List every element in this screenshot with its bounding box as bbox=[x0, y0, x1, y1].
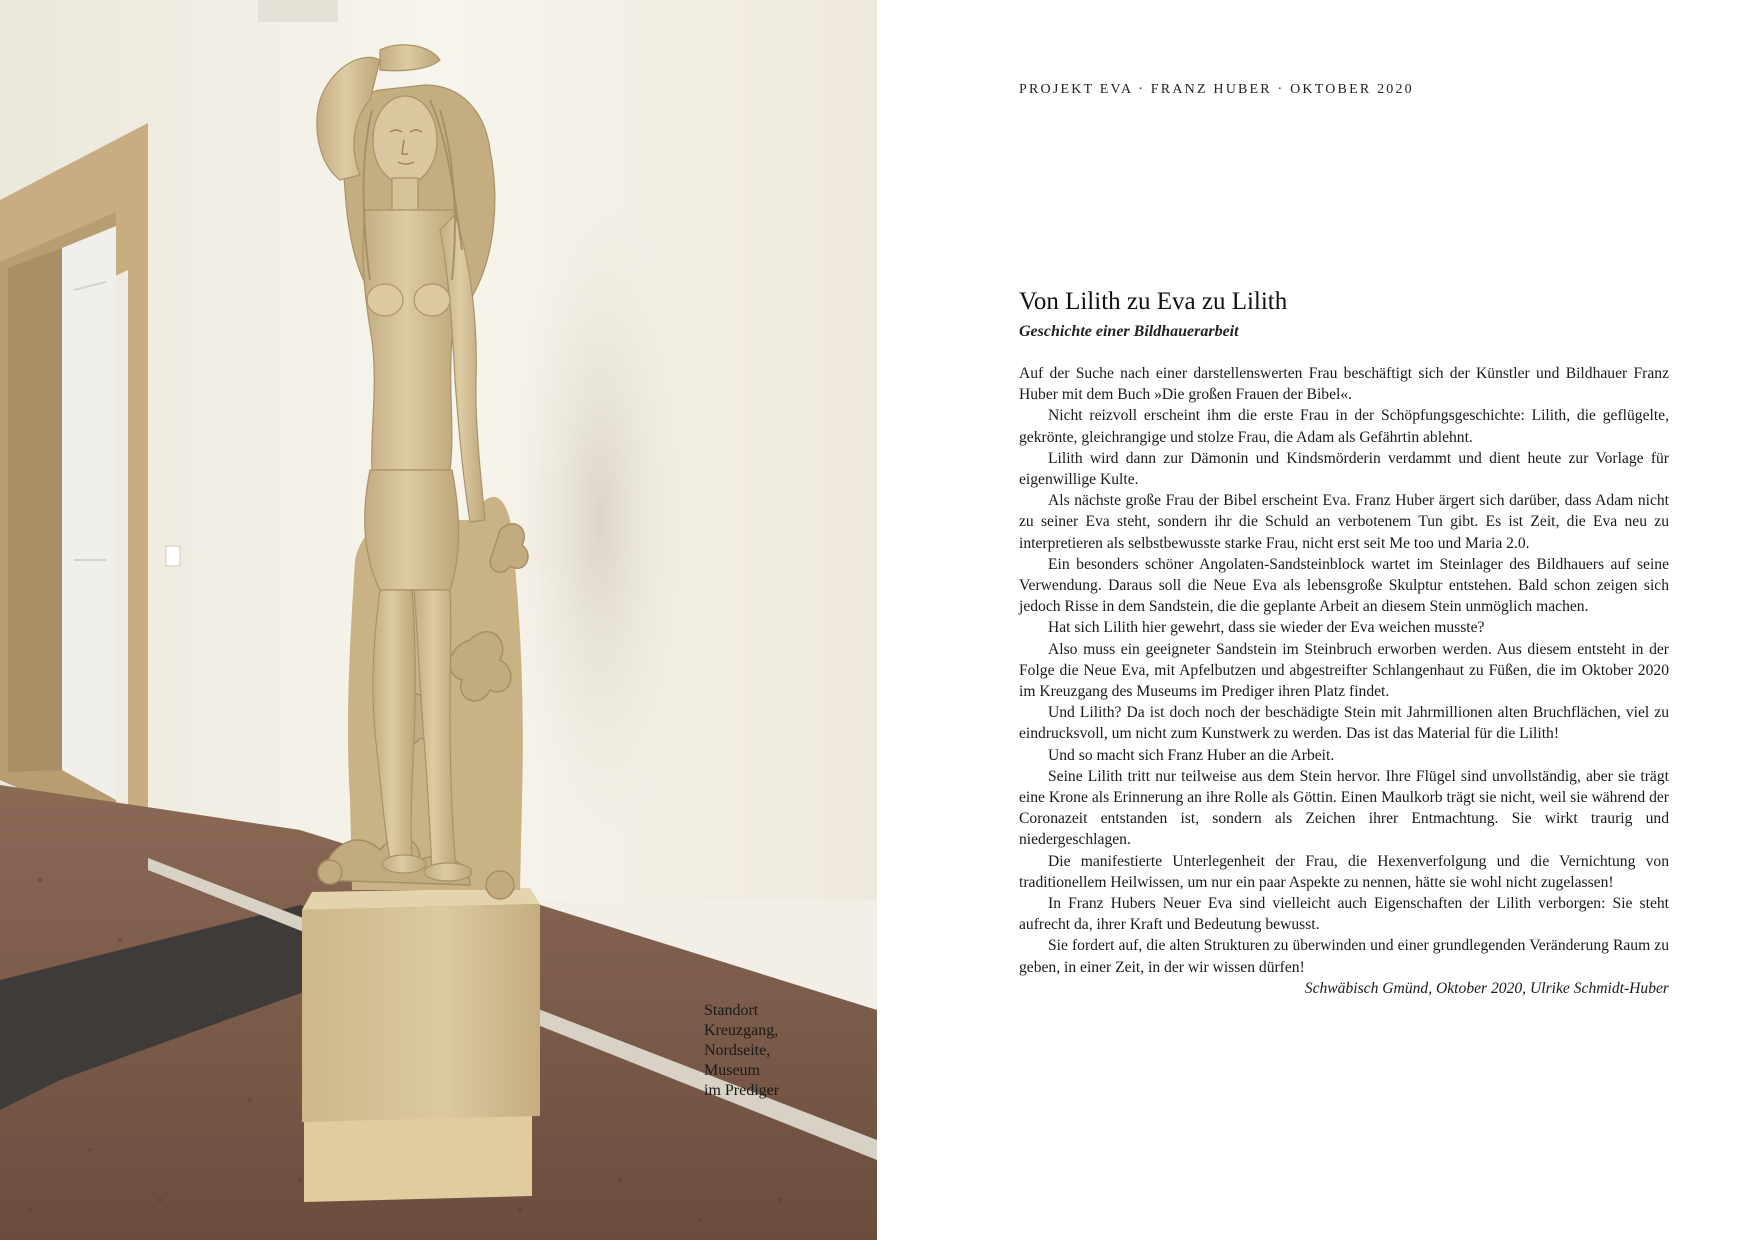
paragraph: Als nächste große Frau der Bibel erscheint Eva. Franz Huber ärgert sich darüber, dass Adam nicht zu seiner Eva steht, sondern ihr die Schuld an verbotenem Tun gibt. Es ist Zeit, die Eva neu zu interpretieren als selbstbewusste starke Frau, nicht erst seit Me too und Maria 2.0. bbox=[1019, 492, 1669, 552]
paragraph: Auf der Suche nach einer darstellenswerten Frau beschäftigt sich der Künstler und Bildhauer Franz Huber mit dem Buch »Die großen Frauen der Bibel«. bbox=[1019, 365, 1669, 404]
paragraph: Und so macht sich Franz Huber an die Arbeit. bbox=[1048, 746, 1335, 764]
ceiling-moulding bbox=[258, 0, 338, 22]
article-body bbox=[1019, 363, 1669, 999]
article-subtitle: Geschichte einer Bildhauerarbeit bbox=[1019, 323, 1239, 340]
text-page bbox=[877, 0, 1754, 1240]
caption-line: im Prediger bbox=[704, 1082, 780, 1099]
paragraph: Also muss ein geeigneter Sandstein im Steinbruch erworben werden. Aus diesem entsteht in der Folge die Neue Eva, mit Apfelbutzen und abgestreifter Schlangenhaut zu Füßen, die im Oktober 2020 im Kreuzgang des Museums im Prediger ihren Platz findet. bbox=[1019, 640, 1669, 701]
paragraph: Seine Lilith tritt nur teilweise aus dem Stein hervor. Ihre Flügel sind unvollständig, aber sie trägt eine Krone als Erinnerung an ihre Rolle als Göttin. Einen Maulkorb trägt sie nicht, weil sie während der Coronazeit entstanden ist, sondern als Zeichen ihrer Entmachtung. Sie wirkt traurig und niedergeschlagen. bbox=[1019, 767, 1669, 849]
paragraph: Sie fordert auf, die alten Strukturen zu überwinden und einer grundlegenden Veränderung Raum zu geben, in einer Zeit, in der wir wissen dürfen! bbox=[1019, 937, 1669, 976]
caption-line: Kreuzgang, bbox=[704, 1022, 779, 1039]
article-title: Von Lilith zu Eva zu Lilith bbox=[1019, 288, 1288, 315]
paragraph: Und Lilith? Da ist doch noch der beschädigte Stein mit Jahrmillionen alten Bruchflächen, viel zu eindrucksvoll, um nicht zum Kunstwerk zu werden. Das ist das Material für die Lilith! bbox=[1019, 704, 1669, 743]
paragraph: Hat sich Lilith hier gewehrt, dass sie wieder der Eva weichen musste? bbox=[1048, 619, 1485, 637]
door bbox=[62, 226, 116, 800]
paragraph: Nicht reizvoll erscheint ihm die erste Frau in der Schöpfungsgeschichte: Lilith, die geflügelte, gekrönte, gleichrangige und stolze Frau, die Adam als Gefährtin ablehnt. bbox=[1019, 407, 1669, 446]
plinth-base bbox=[304, 1110, 532, 1202]
paragraph: Die manifestierte Unterlegenheit der Frau, die Hexenverfolgung und die Vernichtung von traditionellem Heilwissen, um nur ein paar Aspekte zu nennen, hätte sie wohl nicht zugelassen! bbox=[1019, 852, 1669, 891]
wall-shadow bbox=[510, 190, 690, 850]
caption-line: Nordseite, bbox=[704, 1042, 771, 1059]
running-head: PROJEKT EVA · FRANZ HUBER · OKTOBER 2020 bbox=[1019, 82, 1414, 97]
plinth-block bbox=[302, 904, 540, 1122]
door-recess bbox=[8, 248, 62, 772]
caption-line: Museum bbox=[704, 1062, 760, 1079]
paragraph: Ein besonders schöner Angolaten-Sandsteinblock wartet im Steinlager des Bildhauers auf seine Verwendung. Daraus soll die Neue Eva als lebensgroße Skulptur entstehen. Bald schon zeigen sich jedoch Risse in dem Sandstein, die die geplante Arbeit an diesem Stein unmöglich machen. bbox=[1019, 555, 1669, 616]
paragraph: In Franz Hubers Neuer Eva sind vielleicht auch Eigenschaften der Lilith verborgen: Sie steht aufrecht da, ihrer Kraft und Bedeutung bewusst. bbox=[1019, 895, 1669, 934]
light-switch bbox=[166, 546, 180, 566]
signature: Schwäbisch Gmünd, Oktober 2020, Ulrike Schmidt-Huber bbox=[1304, 979, 1669, 997]
paragraph: Lilith wird dann zur Dämonin und Kindsmörderin verdammt und dient heute zur Vorlage für eigenwillige Kulte. bbox=[1019, 449, 1669, 489]
photo-caption bbox=[704, 1001, 864, 1101]
caption-line: Standort bbox=[704, 1002, 759, 1019]
